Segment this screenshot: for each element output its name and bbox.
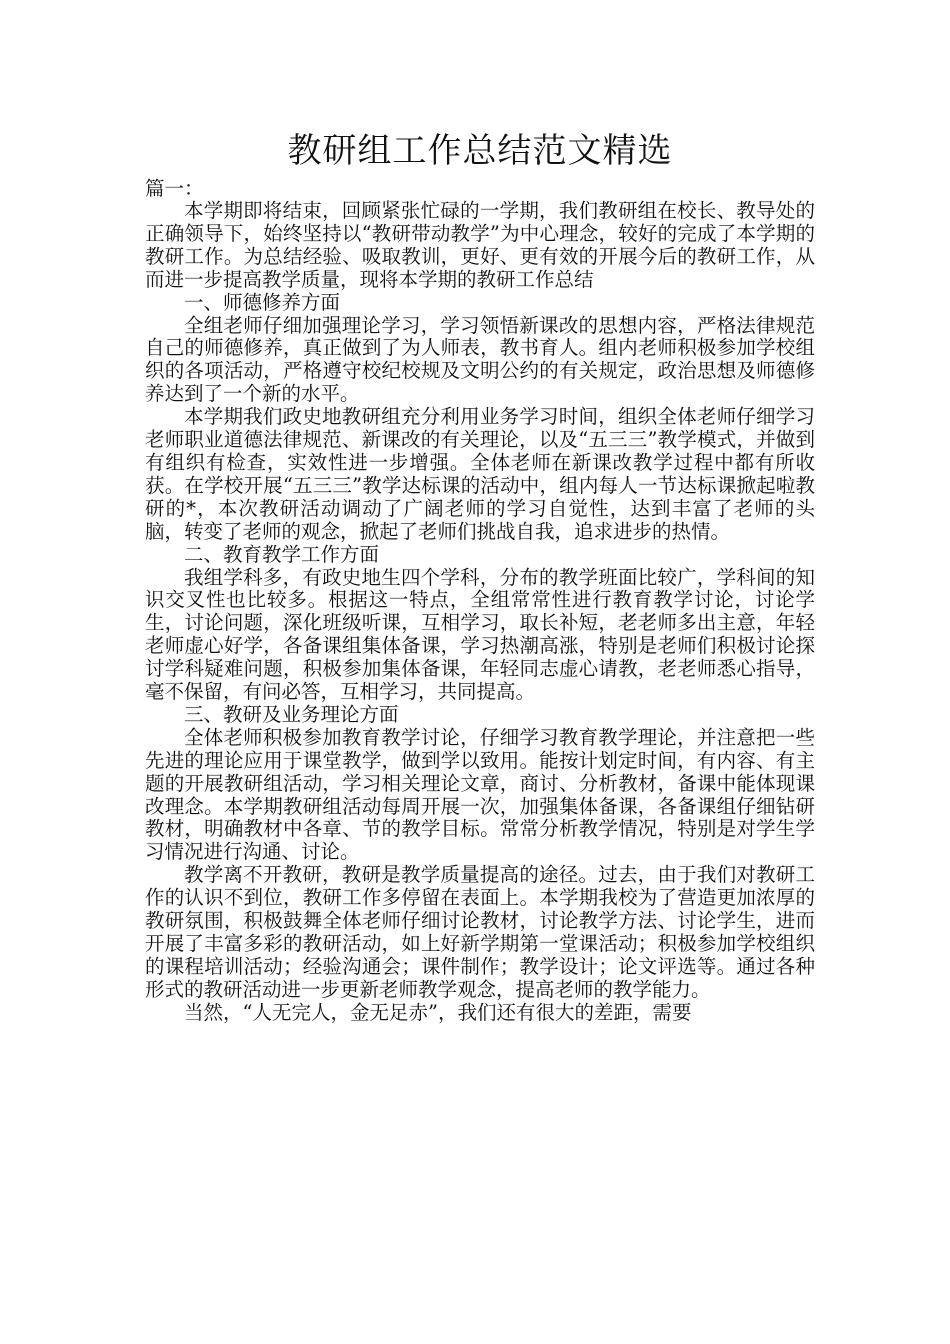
document-page (145, 124, 815, 1025)
paragraph-research-activities: 教学离不开教研，教研是教学质量提高的途径。过去，由于我们对教研工作的认识不到位，教研工作多停留在表面上。本学期我校为了营造更加浓厚的教研氛围，积极鼓舞全体老师仔细讨论教材，讨论教学方法、讨论学生，进而开展了丰富多彩的教研活动，如上好新学期第一堂课活动；积极参加学校组织的课程培训活动；经验沟通会；课件制作；教学设计；论文评选等。通过各种形式的教研活动进一步更新老师教学观念，提高老师的教学能力。 (145, 863, 815, 1001)
document-title: 教研组工作总结范文精选 (287, 131, 673, 171)
section-label: 篇一： (145, 177, 204, 200)
paragraph-shortcomings: 当然，“人无完人，金无足赤”，我们还有很大的差距，需要 (184, 1000, 692, 1024)
heading-teaching: 二、教育教学工作方面 (184, 542, 380, 566)
paragraph-study: 本学期我们政史地教研组充分利用业务学习时间，组织全体老师仔细学习老师职业道德法律规范、新课改的有关理论，以及“五三三”教学模式，并做到有组织有检查，实效性进一步增强。全体老师在新课改教学过程中都有所收获。在学校开展“五三三”教学达标课的活动中，组内每人一节达标课掀起啦教研的*，本次教研活动调动了广阔老师的学习自觉性，达到丰富了老师的头脑，转变了老师的观念，掀起了老师们挑战自我，追求进步的热情。 (145, 405, 815, 543)
paragraph-ethics: 全组老师仔细加强理论学习，学习领悟新课改的思想内容，严格法律规范自己的师德修养，真正做到了为人师表，教书育人。组内老师积极参加学校组织的各项活动，严格遵守校纪校规及文明公约的有关规定，政治思想及师德修养达到了一个新的水平。 (145, 313, 815, 406)
paragraph-research: 全体老师积极参加教育教学讨论，仔细学习教育教学理论，并注意把一些先进的理论应用于课堂教学，做到学以致用。能按计划定时间，有内容、有主题的开展教研组活动，学习相关理论文章，商讨、分析教材，备课中能体现课改理念。本学期教研组活动每周开展一次，加强集体备课，各备课组仔细钻研教材，明确教材中各章、节的教学目标。常常分析教学情况，特别是对学生学习情况进行沟通、讨论。 (145, 725, 815, 864)
paragraph-intro: 本学期即将结束，回顾紧张忙碌的一学期，我们教研组在校长、教导处的正确领导下，始终坚持以“教研带动教学”为中心理念，较好的完成了本学期的教研工作。为总结经验、吸取教训，更好、更有效的开展今后的教研工作，从而进一步提高教学质量，现将本学期的教研工作总结 (145, 199, 815, 291)
paragraph-teaching: 我组学科多，有政史地生四个学科，分布的教学班面比较广，学科间的知识交叉性也比较多。根据这一特点，全组常常性进行教育教学讨论，讨论学生，讨论问题，深化班级听课，互相学习，取长补短，老老师多出主意，年轻老师虚心好学，各备课组集体备课，学习热潮高涨，特别是老师们积极讨论探讨学科疑难问题，积极参加集体备课，年轻同志虚心请教，老老师悉心指导，毫不保留，有问必答，互相学习，共同提高。 (145, 565, 815, 704)
heading-ethics: 一、师德修养方面 (184, 290, 341, 314)
heading-research: 三、教研及业务理论方面 (184, 702, 399, 726)
